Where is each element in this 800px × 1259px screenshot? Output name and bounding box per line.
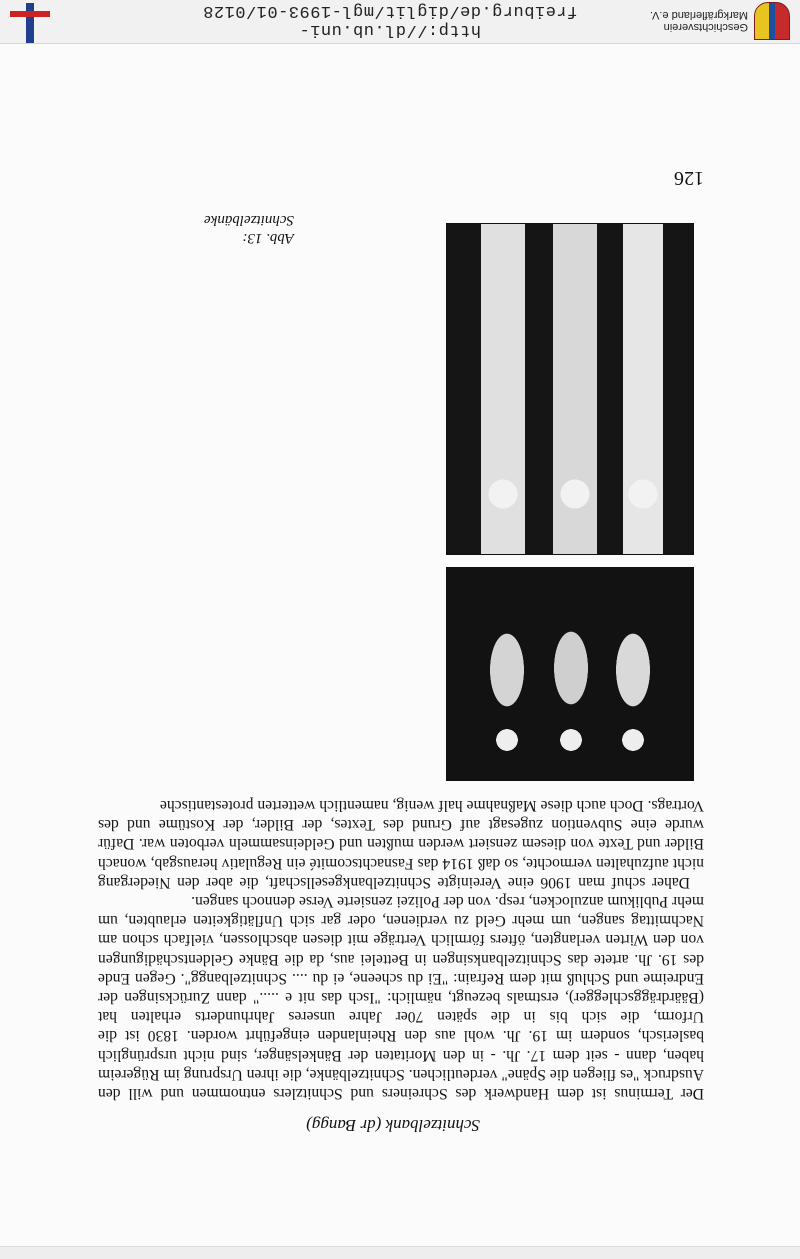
society-name: Geschichtsverein [663,21,748,33]
page-number: 126 [674,167,704,189]
footer-url-link[interactable]: http://dl.ub.uni-freiburg.de/diglit/mgl-1993-01/0128 [202,1,578,39]
paragraph-1: Der Terminus ist dem Handwerk des Schreiners und Schnitzlers entnommen und will den Ausdruck "es fliegen die Späne" verdeutlichen. Schnitzelbänke, die ihren Ursprung im Rügereim haben, dann - seit dem 17. Jh. - in den Moritaten der Bänkelsänger, sind nicht ursprünglich baslerisch, sondern im 19. Jh. wohl aus den Rheinlanden eingeführt worden. 1830 ist die Urform, die sich bis in die späten 70er Jahre unseres Jahrhunderts erhalten hat (Bäärdräggschlegger), erstmals bezeugt, nämlich: "Isch das nit e ....." dann Zurücksingen der Endreime und Schluß mit dem Refrain: "Ei du scheene, ei du .... Schnitzelbangg". Gegen Ende des 19. Jh. artete das Schnitzelbanksingen in Bettelei aus, da die Bänke Geldentschädigungen von den Wirten verlangten, öfters förmlich Verträge mit diesen abschlossen, vielfach schon am Nachmittag sangen, um mehr Geld zu verdienen, oder gar sich Unflätigkeiten erlaubten, um mehr Publikum anzulocken, resp. von der Polizei zensierte Verse dennoch sangen. [98,892,704,1102]
footer-center [180,0,600,39]
crest-icon [754,2,790,40]
paragraph-2: Daher schuf man 1906 eine Vereinigte Schnitzelbankgesellschaft, die aber den Niedergang nicht aufzuhalten vermochte, so daß 1914 das Fasnachtscomité ein Regulativ herausgab, wonach Bilder und Texte von diesem zensiert werden mußten und Geldeinsammeln verboten war. Dafür wurde eine Subvention zugesagt auf Grund des Textes, der Bilder, der Kostüme und des Vortrags. Doch auch diese Maßnahme half wenig, namentlich wetterten protestantische [98,796,704,891]
photo-costumes [446,567,694,781]
society-text [650,9,748,33]
header-banner [0,1246,800,1259]
ub-logo-horizontal-bar [10,11,50,17]
figure-caption [204,211,294,247]
page-heading: Schnitzelbank (dr Bangg) [306,1116,480,1135]
caption-text: Schnitzelbänke [204,212,294,228]
ub-logo-icon[interactable] [10,3,50,43]
body-text [98,796,704,1103]
society-region: Markgräflerland e.V. [649,9,748,21]
caption-label: Abb. 13: [242,230,294,246]
society-block[interactable] [650,2,790,40]
ub-logo-vertical-bar [26,3,34,43]
photo-performers [446,223,694,555]
